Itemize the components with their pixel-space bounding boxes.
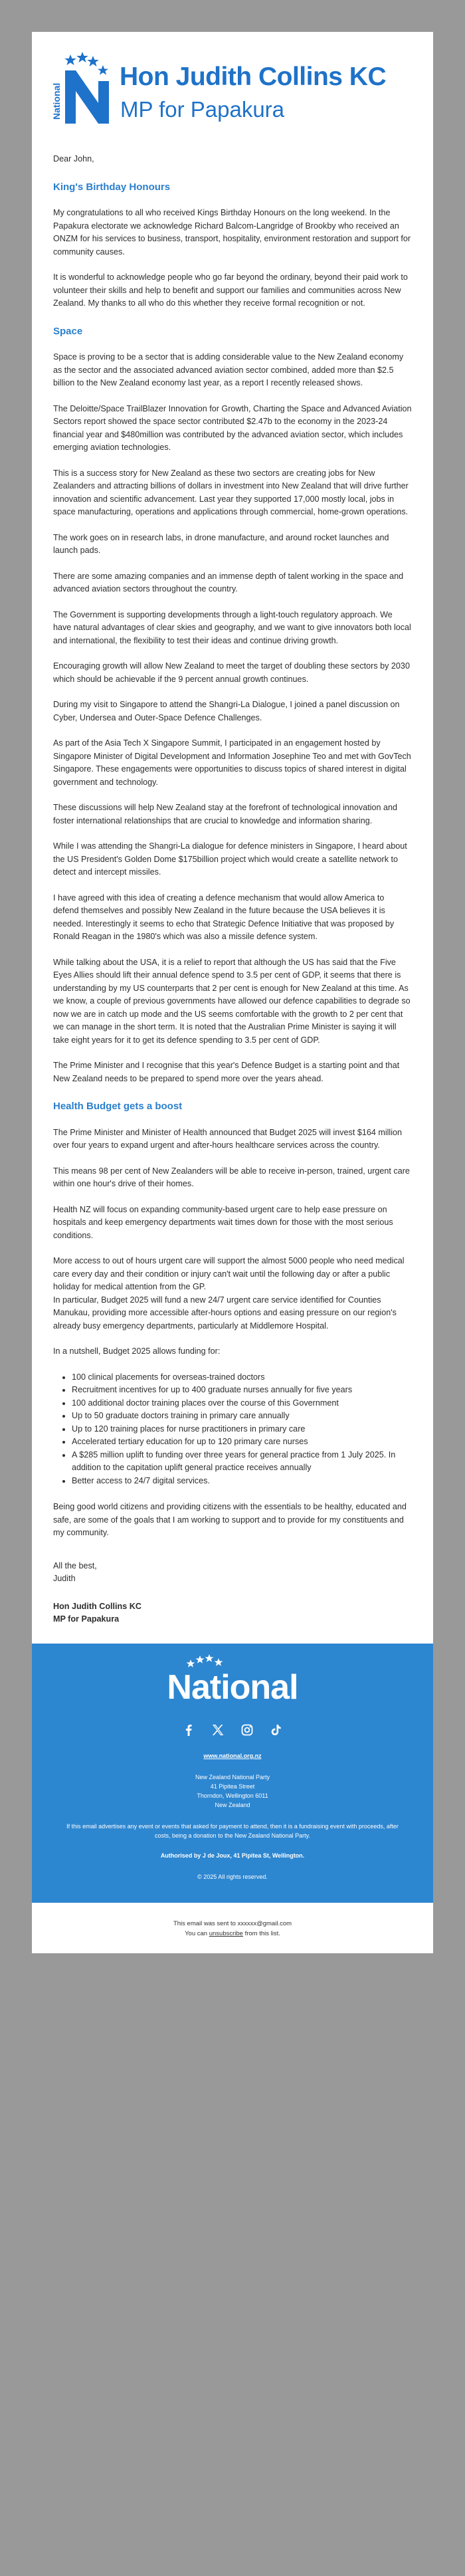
paragraph: In particular, Budget 2025 will fund a new 24/7 urgent care service identified for Counties Manukau, providing more accessible after-hours options and easing pressure on our region's already busy emergency departments, particularly at Middlemore Hospital.	[53, 1295, 397, 1331]
sent-to-prefix: This email was sent to	[173, 1919, 238, 1927]
sign-off-name: Judith	[53, 1574, 76, 1583]
unsubscribe-suffix: from this list.	[242, 1929, 280, 1937]
paragraph: I have agreed with this idea of creating a defence mechanism that would allow America to defend themselves and possibly New Zealand in the future because the USA believes it is needed. Interestingly it seems to echo that Strategic Defence Initiative that was proposed by Ronald Reagan in the 1980's which was also a missile defence system.	[53, 893, 395, 941]
paragraph: While I was attending the Shangri-La dialogue for defence ministers in Singapore, I heard about the US President's Golden Dome $175billion project which would create a satellite network to detect and intercept missiles.	[53, 841, 407, 877]
sent-to-line	[32, 1919, 433, 1929]
paragraph: Encouraging growth will allow New Zealand to meet the target of doubling these sectors by 2030 which should be achievable if the 9 percent annual growth continues.	[53, 661, 410, 684]
copyright: © 2025 All rights reserved.	[197, 1873, 268, 1880]
tiktok-icon[interactable]	[270, 1723, 283, 1737]
signature-name: Hon Judith Collins KC	[53, 1601, 141, 1611]
address-line: 41 Pipitea Street	[210, 1782, 255, 1790]
paragraph: In a nutshell, Budget 2025 allows funding for:	[53, 1346, 221, 1356]
paragraph: As part of the Asia Tech X Singapore Summit, I participated in an engagement hosted by Singapore Minister of Digital Development and Information Josephine Teo and met with GovTech Singapore. These engagements were opportunities to discuss topics of shared interest in digital government and technology.	[53, 738, 411, 787]
website-link[interactable]: www.national.org.nz	[203, 1752, 262, 1759]
list-item: • 100 clinical placements for overseas-trained doctors	[72, 1371, 412, 1384]
paragraph: While talking about the USA, it is a relief to report that although the US has said that the Five Eyes Allies should lift their annual defence spend to 3.5 per cent of GDP, it seems that there is understanding by my US counterparts that 2 per cent is enough for New Zealand at this time. As we know, a couple of previous governments have allowed our defence capabilities to degrade so now we are in catch up mode and the US seems comfortable with the growth to 2 per cent that we can manage in the short term. It is noted that the Australian Prime Minister is saying it will take eight years for it to get its defence spending to 3.5 per cent of GDP.	[53, 957, 411, 1045]
sign-off	[53, 1560, 412, 1626]
paragraph: Being good world citizens and providing citizens with the essentials to be healthy, educated and safe, are some of the goals that I am working to support and to provide for my constituents and my community.	[53, 1502, 407, 1537]
paragraph: This is a success story for New Zealand as these two sectors are creating jobs for New Zealanders and attracting billions of dollars in investment into New Zealand that will drive further innovation and scientific advancement. Last year they supported 17,000 mostly local, jobs in space manufacturing, operations and applications through commercial, home-grown operations.	[53, 468, 409, 516]
brand-text: National	[167, 1667, 298, 1707]
paragraph: The Government is supporting developments through a light-touch regulatory approach. We have natural advantages of clear skies and geography, and we want to give innovators both local and international, the flexibility to test their ideas and continue driving growth.	[53, 609, 411, 645]
unsubscribe-prefix: You can	[185, 1929, 209, 1937]
x-icon[interactable]	[211, 1723, 225, 1737]
social-links	[58, 1723, 407, 1737]
heading-kings-birthday: King's Birthday Honours	[53, 181, 171, 193]
paragraph: These discussions will help New Zealand stay at the forefront of technological innovation and foster international relationships that are crucial to knowledge and information sharing.	[53, 803, 398, 825]
list-item: • Accelerated tertiary education for up to 120 primary care nurses	[72, 1436, 412, 1449]
unsubscribe-line	[32, 1929, 433, 1939]
recipient-email: xxxxxx@gmail.com	[237, 1919, 292, 1927]
paragraph: The Deloitte/Space TrailBlazer Innovation for Growth, Charting the Space and Advanced Aviation Sectors report showed the space sector contributed $2.47b to the economy in the 2023-24 financial year and $480million was contributed by the advanced aviation sector, which includes emerging aviation technologies.	[53, 403, 412, 452]
list-item: • A $285 million uplift to funding over three years for general practice from 1 July 2025. In addition to the capitation uplift general practice receives annually	[72, 1449, 412, 1475]
email-header	[32, 32, 433, 136]
instagram-icon[interactable]	[240, 1723, 254, 1737]
footer	[32, 1644, 433, 1903]
svg-text:National: National	[51, 82, 62, 120]
list-item: • Recruitment incentives for up to 400 graduate nurses annually for five years	[72, 1384, 412, 1397]
paragraph: The Prime Minister and Minister of Health announced that Budget 2025 will invest $164 million over four years to expand urgent and after-hours healthcare services across the country.	[53, 1127, 403, 1150]
newsletter-content	[32, 136, 433, 1626]
mp-role-subtitle: MP for Papakura	[120, 97, 285, 122]
paragraph: During my visit to Singapore to attend the Shangri-La Dialogue, I joined a panel discussion on Cyber, Undersea and Outer-Space Defence Challenges.	[53, 700, 400, 722]
paragraph: More access to out of hours urgent care will support the almost 5000 people who need medical care every day and their condition or injury can't wait until the following day or after a public holiday for medical attention from the GP.	[53, 1256, 405, 1291]
stars-icon	[185, 1654, 225, 1670]
authorisation-statement: Authorised by J de Joux, 41 Pipitea St, Wellington.	[160, 1852, 305, 1859]
paragraph: The Prime Minister and I recognise that this year's Defence Budget is a starting point and that New Zealand needs to be prepared to spend more over the years ahead.	[53, 1061, 400, 1083]
list-item: • 100 additional doctor training places over the course of this Government	[72, 1397, 412, 1410]
paragraph: My congratulations to all who received Kings Birthday Honours on the long weekend. In the Papakura electorate we acknowledge Richard Balcom-Langridge of Brookby who received an ONZM for his services to business, transport, hospitality, environment restoration and support for community causes.	[53, 208, 411, 257]
list-item: • Up to 120 training places for nurse practitioners in primary care	[72, 1423, 412, 1436]
postal-address	[58, 1772, 407, 1810]
address-line: New Zealand	[215, 1801, 250, 1808]
funding-list	[53, 1371, 412, 1488]
list-item: • Up to 50 graduate doctors training in primary care annually	[72, 1410, 412, 1423]
national-brand-logo	[167, 1669, 298, 1706]
sign-off-best: All the best,	[53, 1560, 97, 1570]
heading-health-budget: Health Budget gets a boost	[53, 1101, 183, 1112]
greeting: Dear John,	[53, 154, 94, 163]
paragraph: Health NZ will focus on expanding community-based urgent care to help ease pressure on hospitals and keep emergency departments wait times down for those with the most serious conditions.	[53, 1204, 393, 1240]
mp-name-title: Hon Judith Collins KC	[120, 62, 387, 91]
paragraph: It is wonderful to acknowledge people who go far beyond the ordinary, beyond their paid work to volunteer their skills and help to benefit and support our families and communities across New Zealand. My thanks to all who do this whether they receive formal recognition or not.	[53, 272, 408, 308]
address-line: New Zealand National Party	[195, 1773, 270, 1780]
list-item: • Better access to 24/7 digital services.	[72, 1475, 412, 1488]
signature-block	[53, 1600, 412, 1626]
facebook-icon[interactable]	[182, 1723, 195, 1737]
paragraph: The work goes on in research labs, in drone manufacture, and around rocket launches and launch pads.	[53, 532, 389, 555]
paragraph: Space is proving to be a sector that is adding considerable value to the New Zealand economy as the sector and the associated advanced aviation sector combined, added more than $2.5 billion to the New Zealand economy last year, as a report I recently released shows.	[53, 352, 404, 387]
email-meta	[32, 1903, 433, 1953]
fundraising-notice: If this email advertises any event or events that asked for payment to attend, then it is a fundraising event with proceeds, after costs, being a donation to the New Zealand National Party.	[66, 1822, 399, 1839]
paragraph: This means 98 per cent of New Zealanders will be able to receive in-person, trained, urgent care within one hour's drive of their homes.	[53, 1166, 410, 1188]
signature-role: MP for Papakura	[53, 1614, 120, 1624]
paragraph: There are some amazing companies and an immense depth of talent working in the space and advanced aviation sectors throughout the country.	[53, 571, 404, 593]
heading-space: Space	[53, 325, 83, 337]
email-body	[32, 32, 433, 1953]
unsubscribe-link[interactable]: unsubscribe	[209, 1929, 243, 1937]
national-logo	[50, 52, 109, 124]
address-line: Thorndon, Wellington 6011	[197, 1792, 268, 1799]
